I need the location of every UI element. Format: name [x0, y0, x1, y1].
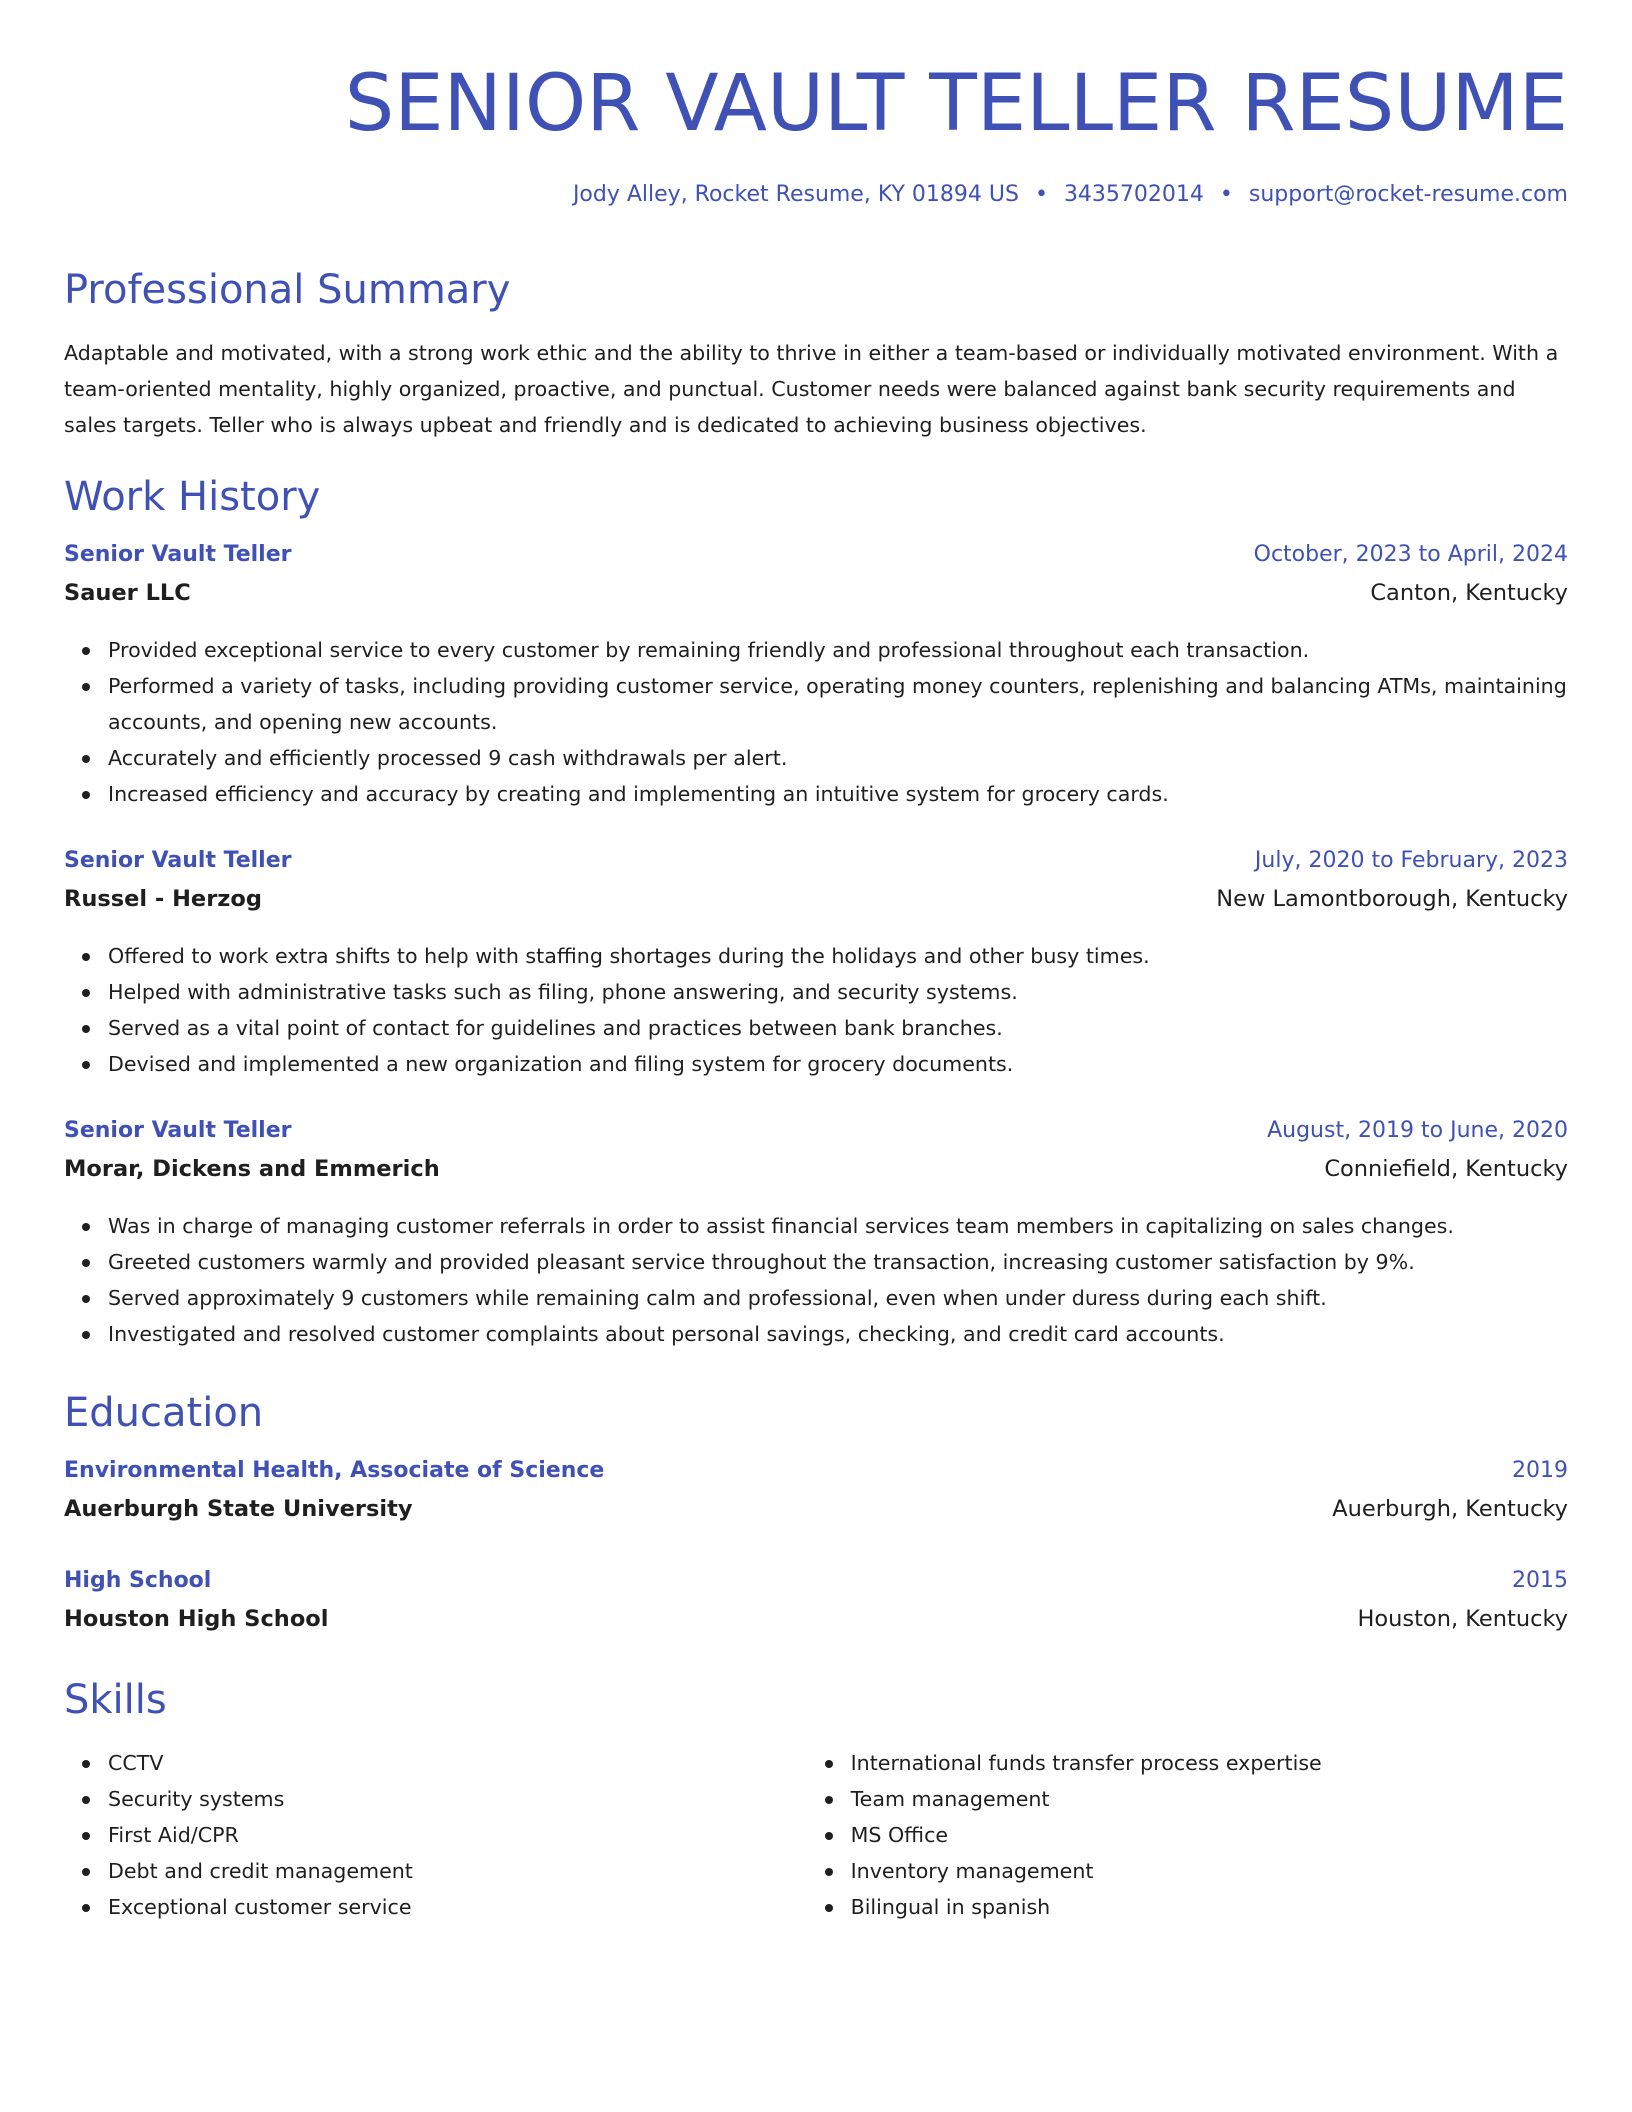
job-location: New Lamontborough, Kentucky — [1216, 886, 1568, 912]
school-location: Auerburgh, Kentucky — [1332, 1496, 1568, 1522]
school-location: Houston, Kentucky — [1357, 1606, 1568, 1632]
skill-item: Exceptional customer service — [108, 1889, 807, 1925]
list-item: Was in charge of managing customer referrals in order to assist financial services team members in capitalizing on sales changes. — [108, 1208, 1568, 1244]
degree-title: High School — [64, 1568, 212, 1593]
work-entry — [64, 848, 1568, 1082]
list-item: Helped with administrative tasks such as filing, phone answering, and security systems. — [108, 974, 1568, 1010]
skills-column-right — [807, 1745, 1568, 1925]
contact-email[interactable]: support@rocket-resume.com — [1248, 182, 1568, 207]
job-location: Conniefield, Kentucky — [1324, 1156, 1568, 1182]
work-history-heading: Work History — [64, 474, 321, 520]
skill-item: Inventory management — [851, 1853, 1568, 1889]
graduation-year: 2015 — [1512, 1568, 1568, 1593]
company-name: Sauer LLC — [64, 580, 191, 606]
list-item: Served as a vital point of contact for guidelines and practices between bank branches. — [108, 1010, 1568, 1046]
skill-item: MS Office — [851, 1817, 1568, 1853]
job-dates: October, 2023 to April, 2024 — [1253, 542, 1568, 567]
skills-column-left — [64, 1745, 807, 1925]
summary-text: Adaptable and motivated, with a strong work ethic and the ability to thrive in either a team-based or individually motivated environment. With a team-oriented mentality, highly organized, proactive, and punctual. Customer needs were balanced against bank security requirements and sales targets. Teller who is always upbeat and friendly and is dedicated to achieving business objectives. — [64, 341, 1559, 437]
company-name: Russel - Herzog — [64, 886, 262, 912]
list-item: Accurately and efficiently processed 9 cash withdrawals per alert. — [108, 740, 1568, 776]
contact-separator: • — [1219, 182, 1233, 207]
education-heading: Education — [64, 1390, 264, 1436]
skill-item: Debt and credit management — [108, 1853, 807, 1889]
list-item: Devised and implemented a new organization and filing system for grocery documents. — [108, 1046, 1568, 1082]
list-item: Increased efficiency and accuracy by creating and implementing an intuitive system for grocery cards. — [108, 776, 1568, 812]
list-item: Greeted customers warmly and provided pleasant service throughout the transaction, increasing customer satisfaction by 9%. — [108, 1244, 1568, 1280]
skills-list — [64, 1745, 1568, 1925]
contact-line — [64, 180, 1568, 210]
resume-title: SENIOR VAULT TELLER RESUME — [344, 59, 1568, 149]
company-name: Morar, Dickens and Emmerich — [64, 1156, 440, 1182]
contact-address: Jody Alley, Rocket Resume, KY 01894 US — [572, 182, 1019, 207]
list-item: Provided exceptional service to every customer by remaining friendly and professional throughout each transaction. — [108, 632, 1568, 668]
job-title: Senior Vault Teller — [64, 1118, 292, 1143]
school-name: Houston High School — [64, 1606, 329, 1632]
skill-item: Bilingual in spanish — [851, 1889, 1568, 1925]
skill-item: CCTV — [108, 1745, 807, 1781]
job-dates: August, 2019 to June, 2020 — [1267, 1118, 1568, 1143]
education-entry — [64, 1458, 1568, 1534]
contact-phone: 3435702014 — [1063, 182, 1204, 207]
job-title: Senior Vault Teller — [64, 542, 292, 567]
list-item: Performed a variety of tasks, including providing customer service, operating money counters, replenishing and balancing ATMs, maintaining accounts, and opening new accounts. — [108, 668, 1568, 740]
degree-title: Environmental Health, Associate of Science — [64, 1458, 605, 1483]
skill-item: International funds transfer process expertise — [851, 1745, 1568, 1781]
job-location: Canton, Kentucky — [1370, 580, 1568, 606]
resume-page — [64, 0, 1568, 1919]
list-item: Investigated and resolved customer complaints about personal savings, checking, and credit card accounts. — [108, 1316, 1568, 1352]
list-item: Offered to work extra shifts to help with staffing shortages during the holidays and other busy times. — [108, 938, 1568, 974]
job-dates: July, 2020 to February, 2023 — [1254, 848, 1568, 873]
job-bullets — [64, 632, 1568, 812]
job-bullets — [64, 1208, 1568, 1352]
work-entry — [64, 542, 1568, 812]
job-bullets — [64, 938, 1568, 1082]
skill-item: Security systems — [108, 1781, 807, 1817]
skill-item: First Aid/CPR — [108, 1817, 807, 1853]
list-item: Served approximately 9 customers while remaining calm and professional, even when under duress during each shift. — [108, 1280, 1568, 1316]
education-entry — [64, 1568, 1568, 1644]
skill-item: Team management — [851, 1781, 1568, 1817]
work-entry — [64, 1118, 1568, 1352]
summary-heading: Professional Summary — [64, 267, 511, 313]
graduation-year: 2019 — [1512, 1458, 1568, 1483]
skills-heading: Skills — [64, 1677, 167, 1723]
job-title: Senior Vault Teller — [64, 848, 292, 873]
school-name: Auerburgh State University — [64, 1496, 413, 1522]
contact-separator: • — [1034, 182, 1048, 207]
